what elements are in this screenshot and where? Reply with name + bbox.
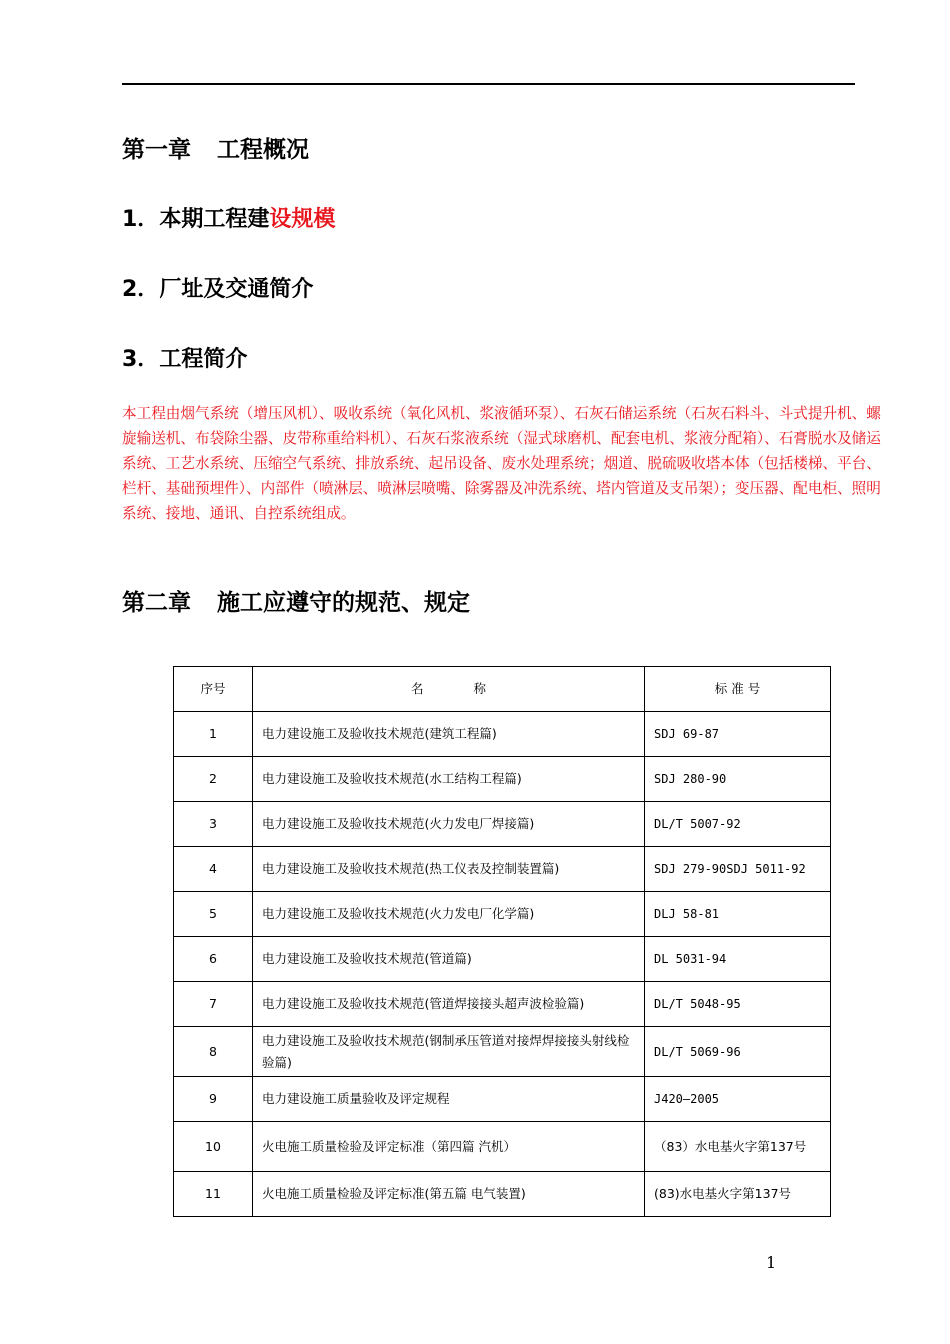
row-name: 火电施工质量检验及评定标准（第四篇 汽机） bbox=[253, 1122, 645, 1172]
header-name: 名 称 bbox=[253, 667, 645, 712]
section-1-heading bbox=[122, 202, 335, 233]
row-name: 火电施工质量检验及评定标准(第五篇 电气装置) bbox=[253, 1172, 645, 1217]
row-code: （83）水电基火字第137号 bbox=[645, 1122, 831, 1172]
row-name: 电力建设施工及验收技术规范(管道焊接接头超声波检验篇) bbox=[253, 982, 645, 1027]
chapter2-heading bbox=[122, 584, 470, 617]
row-code: SDJ 279-90SDJ 5011-92 bbox=[645, 847, 831, 892]
chapter2-title: 施工应遵守的规范、规定 bbox=[217, 590, 470, 616]
table-row bbox=[174, 1027, 831, 1077]
row-index: 10 bbox=[174, 1122, 253, 1172]
row-code: DLJ 58-81 bbox=[645, 892, 831, 937]
row-code: J420—2005 bbox=[645, 1077, 831, 1122]
row-name: 电力建设施工及验收技术规范(管道篇) bbox=[253, 937, 645, 982]
row-index: 7 bbox=[174, 982, 253, 1027]
row-index: 5 bbox=[174, 892, 253, 937]
table-row bbox=[174, 1077, 831, 1122]
project-description: 本工程由烟气系统（增压风机）、吸收系统（氧化风机、浆液循环泵）、石灰石储运系统（石灰石料斗、斗式提升机、螺旋输送机、布袋除尘器、皮带称重给料机）、石灰石浆液系统（湿式球磨机、配套电机、浆液分配箱）、石膏脱水及储运系统、工艺水系统、压缩空气系统、排放系统、起吊设备、废水处理系统；烟道、脱硫吸收塔本体（包括楼梯、平台、栏杆、基础预埋件）、内部件（喷淋层、喷淋层喷嘴、除雾器及冲洗系统、塔内管道及支吊架）；变压器、配电柜、照明系统、接地、通讯、自控系统组成。 bbox=[122, 405, 881, 522]
row-index: 8 bbox=[174, 1027, 253, 1077]
row-code: SDJ 69-87 bbox=[645, 712, 831, 757]
header-index: 序号 bbox=[174, 667, 253, 712]
table-header-row bbox=[174, 667, 831, 712]
table-row bbox=[174, 712, 831, 757]
row-name: 电力建设施工质量验收及评定规程 bbox=[253, 1077, 645, 1122]
section-2-text: 厂址及交通简介 bbox=[159, 277, 314, 302]
row-index: 9 bbox=[174, 1077, 253, 1122]
row-name: 电力建设施工及验收技术规范(火力发电厂化学篇) bbox=[253, 892, 645, 937]
standards-table bbox=[173, 666, 831, 1217]
section-3-text: 工程简介 bbox=[159, 347, 248, 372]
row-index: 4 bbox=[174, 847, 253, 892]
chapter1-number: 第一章 bbox=[122, 137, 191, 163]
section-1-text: 本期工程建 bbox=[159, 207, 270, 232]
chapter2-number: 第二章 bbox=[122, 590, 191, 616]
row-code: DL/T 5007-92 bbox=[645, 802, 831, 847]
section-2-number: 2． bbox=[122, 277, 160, 302]
header-code: 标 准 号 bbox=[645, 667, 831, 712]
row-index: 1 bbox=[174, 712, 253, 757]
chapter1-heading bbox=[122, 131, 309, 164]
row-code: DL/T 5048-95 bbox=[645, 982, 831, 1027]
table-row bbox=[174, 1172, 831, 1217]
row-name: 电力建设施工及验收技术规范(钢制承压管道对接焊焊接接头射线检验篇) bbox=[253, 1027, 645, 1077]
row-index: 11 bbox=[174, 1172, 253, 1217]
row-name: 电力建设施工及验收技术规范(水工结构工程篇) bbox=[253, 757, 645, 802]
section-2-heading bbox=[122, 272, 313, 303]
section-1-text-highlight: 设规模 bbox=[269, 207, 336, 232]
header-rule bbox=[122, 83, 855, 85]
table-row bbox=[174, 1122, 831, 1172]
row-code: SDJ 280-90 bbox=[645, 757, 831, 802]
table-row bbox=[174, 847, 831, 892]
row-code: DL 5031-94 bbox=[645, 937, 831, 982]
row-code: (83)水电基火字第137号 bbox=[645, 1172, 831, 1217]
table-row bbox=[174, 892, 831, 937]
table-row bbox=[174, 757, 831, 802]
row-index: 6 bbox=[174, 937, 253, 982]
row-name: 电力建设施工及验收技术规范(热工仪表及控制装置篇) bbox=[253, 847, 645, 892]
row-name: 电力建设施工及验收技术规范(火力发电厂焊接篇) bbox=[253, 802, 645, 847]
page-number: 1 bbox=[766, 1253, 777, 1272]
row-name: 电力建设施工及验收技术规范(建筑工程篇) bbox=[253, 712, 645, 757]
section-3-number: 3． bbox=[122, 347, 160, 372]
section-3-heading bbox=[122, 342, 247, 373]
row-code: DL/T 5069-96 bbox=[645, 1027, 831, 1077]
table-row bbox=[174, 937, 831, 982]
row-index: 2 bbox=[174, 757, 253, 802]
row-index: 3 bbox=[174, 802, 253, 847]
chapter1-title: 工程概况 bbox=[217, 137, 309, 163]
table-row bbox=[174, 982, 831, 1027]
section-1-number: 1． bbox=[122, 207, 160, 232]
table-row bbox=[174, 802, 831, 847]
